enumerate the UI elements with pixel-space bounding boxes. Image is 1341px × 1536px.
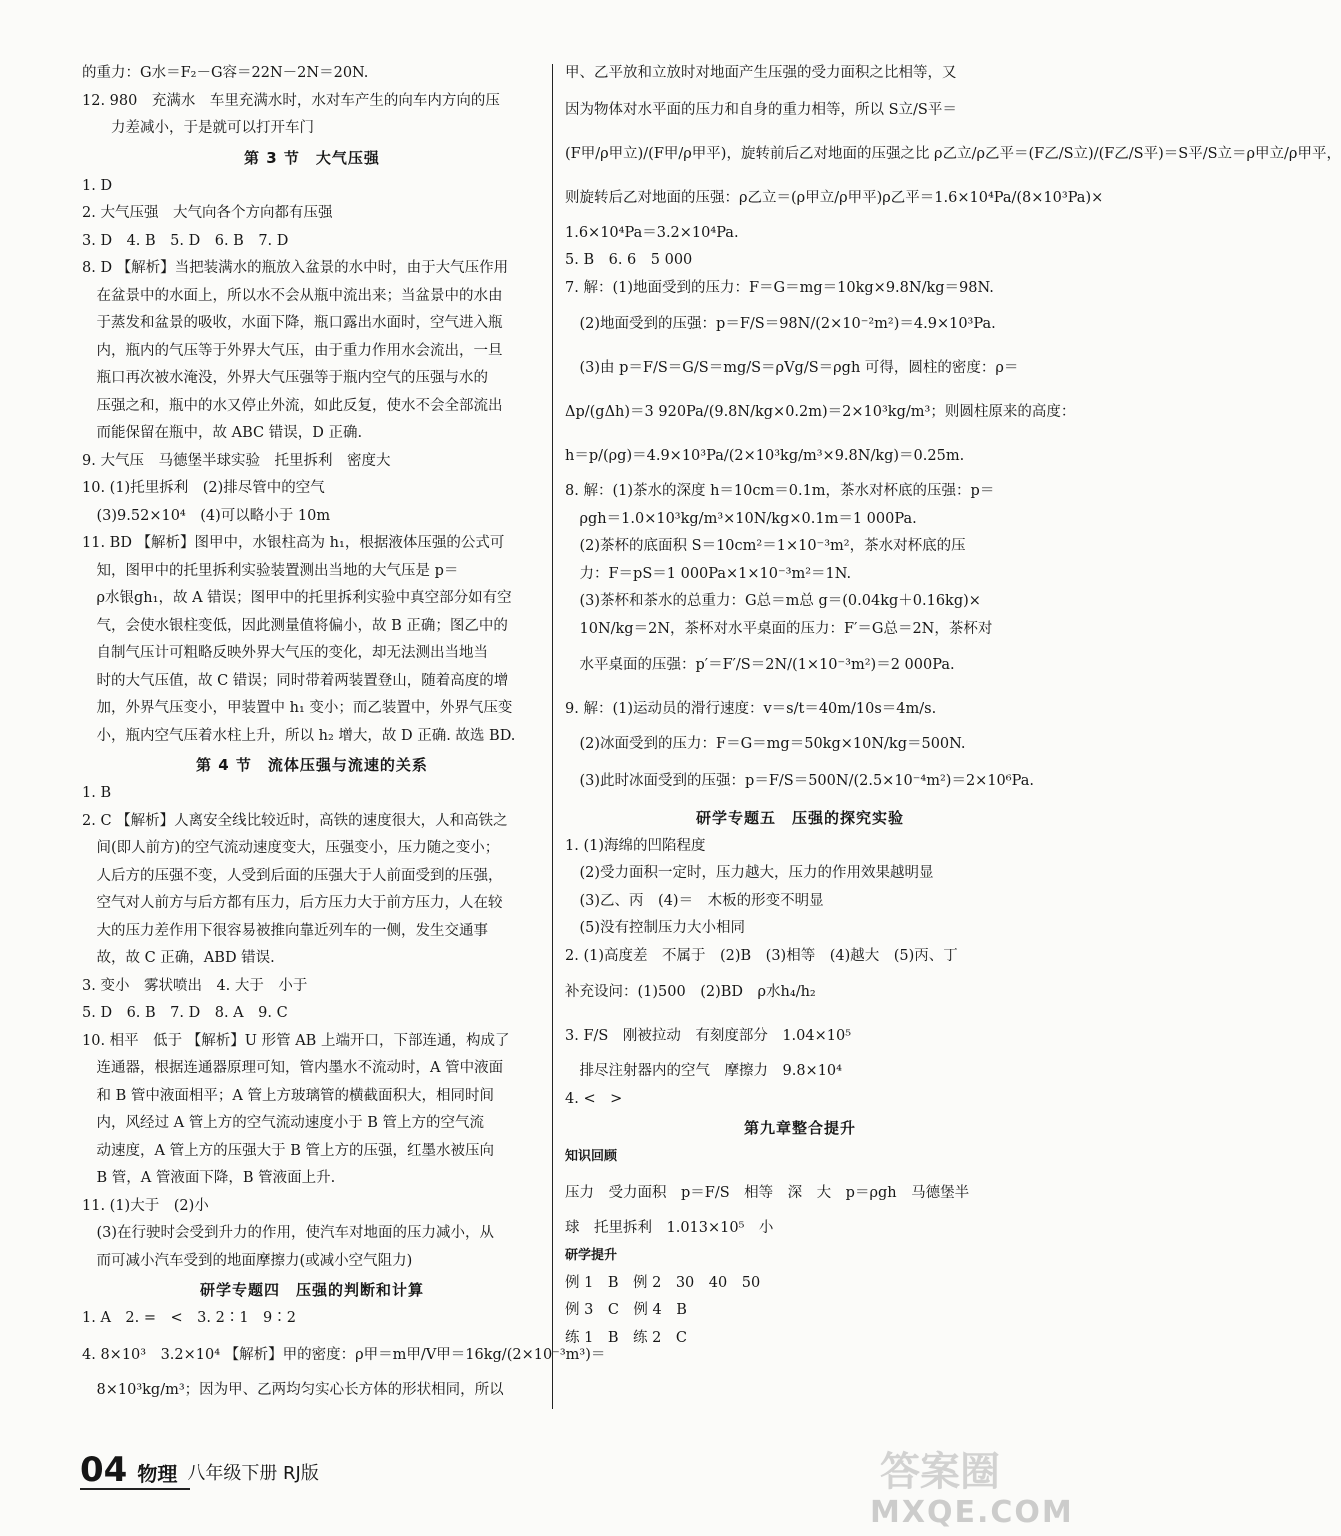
answer-line: 1. D	[82, 177, 113, 194]
section-heading: 第 4 节 流体压强与流速的关系	[196, 756, 428, 774]
answer-line: 3. D 4. B 5. D 6. B 7. D	[82, 232, 289, 249]
answer-line: 5. D 6. B 7. D 8. A 9. C	[82, 1005, 288, 1021]
answer-line: (3)此时冰面受到的压强：p＝F/S＝500N/(2.5×10⁻⁴m²)＝2×10⁶Pa.	[565, 772, 1034, 789]
answer-line: (2)受力面积一定时，压力越大，压力的作用效果越明显	[565, 865, 934, 881]
answer-line: 间(即人前方)的空气流动速度变大，压强变小，压力随之变小；	[82, 840, 500, 856]
page-number: 04	[80, 1450, 128, 1490]
answer-line: 1. B	[82, 785, 112, 801]
answer-line: 水平桌面的压强：p′＝F′/S＝2N/(1×10⁻³m²)＝2 000Pa.	[565, 657, 955, 673]
watermark-logo: 答案圈	[880, 1449, 1000, 1495]
answer-line: 9. 大气压 马德堡半球实验 托里拆利 密度大	[82, 452, 391, 469]
grade-label: 八年级下册 RJ版	[187, 1463, 319, 1484]
section-heading: 第 3 节 大气压强	[244, 148, 380, 167]
answer-line: 10. (1)托里拆利 (2)排尽管中的空气	[82, 480, 325, 496]
answer-line: 球 托里拆利 1.013×10⁵ 小	[565, 1219, 774, 1236]
answer-line: 内，风经过 A 管上方的空气流动速度小于 B 管上方的空气流	[82, 1115, 485, 1131]
answer-line: 甲、乙平放和立放时对地面产生压强的受力面积之比相等，又	[565, 65, 957, 81]
answer-line: 时的大气压值，故 C 错误；同时带着两装置登山，随着高度的增	[82, 672, 509, 689]
answer-line: 4. 8×10³ 3.2×10⁴ 【解析】甲的密度：ρ甲＝m甲/V甲＝16kg/(2×10⁻³m³)＝	[82, 1346, 606, 1363]
answer-line: (5)没有控制压力大小相同	[565, 920, 746, 936]
answer-line: ρ水银gh₁，故 A 错误；图甲中的托里拆利实验中真空部分如有空	[82, 590, 512, 606]
answer-line: 力：F＝pS＝1 000Pa×1×10⁻³m²＝1N.	[565, 565, 852, 582]
sub-heading: 知识回顾	[565, 1149, 618, 1164]
watermark-url: MXQE.COM	[870, 1495, 1074, 1530]
answer-line: 在盆景中的水面上，所以水不会从瓶中流出来；当盆景中的水由	[82, 287, 503, 304]
answer-line: 空气对人前方与后方都有压力，后方压力大于前方压力，人在较	[82, 895, 503, 911]
answer-line: (3)在行驶时会受到升力的作用，使汽车对地面的压力减小，从	[82, 1225, 495, 1241]
answer-line: 内，瓶内的气压等于外界大气压，由于重力作用水会流出，一旦	[82, 342, 503, 359]
answer-line: 8×10³kg/m³；因为甲、乙两均匀实心长方体的形状相同，所以	[82, 1381, 504, 1398]
watermark	[870, 1440, 1074, 1530]
answer-line: 小，瓶内空气压着水柱上升，所以 h₂ 增大，故 D 正确. 故选 BD.	[82, 727, 516, 744]
answer-line: 1. (1)海绵的凹陷程度	[565, 837, 706, 854]
answer-line: 8. D 【解析】当把装满水的瓶放入盆景的水中时，由于大气压作用	[82, 260, 509, 276]
answer-line: 1. A 2. = < 3. 2∶1 9∶2	[82, 1310, 297, 1326]
answer-line: 例 3 C 例 4 B	[565, 1302, 687, 1318]
answer-line: 补充设问：(1)500 (2)BD ρ水h₄/h₂	[565, 984, 816, 1000]
answer-line: (3)乙、丙 (4)＝ 木板的形变不明显	[565, 892, 824, 909]
answer-line: 排尽注射器内的空气 摩擦力 9.8×10⁴	[565, 1063, 842, 1079]
answer-line: 的重力：G水＝F₂－G容＝22N－2N＝20N.	[82, 65, 369, 81]
right-column	[565, 60, 1341, 1426]
sub-heading: 研学提升	[565, 1248, 618, 1263]
answer-line: 2. (1)高度差 不属于 (2)B (3)相等 (4)越大 (5)丙、丁	[565, 947, 958, 964]
section-heading: 第九章整合提升	[743, 1119, 856, 1137]
page-footer	[80, 1448, 319, 1488]
answer-line: 11. BD 【解析】图甲中，水银柱高为 h₁，根据液体压强的公式可	[82, 535, 505, 551]
answer-line: 气，会使水银柱变低，因此测量值将偏小，故 B 正确；图乙中的	[82, 617, 508, 634]
answer-line: 练 1 B 练 2 C	[565, 1329, 687, 1346]
answer-line: 而能保留在瓶中，故 ABC 错误，D 正确.	[82, 425, 363, 441]
answer-line: B 管，A 管液面下降，B 管液面上升.	[82, 1170, 336, 1186]
answer-line: 而可减小汽车受到的地面摩擦力(或减小空气阻力)	[82, 1252, 413, 1269]
answer-line: 7. 解：(1)地面受到的压力：F＝G＝mg＝10kg×9.8N/kg＝98N.	[565, 279, 994, 296]
answer-line: (3)茶杯和茶水的总重力：G总＝m总 g＝(0.04kg＋0.16kg)×	[565, 593, 981, 609]
answer-line: 和 B 管中液面相平；A 管上方玻璃管的横截面积大，相同时间	[82, 1087, 494, 1104]
answer-line: 2. 大气压强 大气向各个方向都有压强	[82, 205, 333, 221]
subject-label: 物理	[137, 1462, 178, 1486]
answer-line: Δp/(gΔh)＝3 920Pa/(9.8N/kg×0.2m)＝2×10³kg/m³；则圆柱原来的高度：	[565, 404, 1076, 420]
answer-line: 瓶口再次被水淹没，外界大气压强等于瓶内空气的压强与水的	[82, 370, 488, 386]
answer-line: 12. 980 充满水 车里充满水时，水对车产生的向车内方向的压	[82, 92, 500, 109]
answer-line: 知，图甲中的托里拆利实验装置测出当地的大气压是 p＝	[82, 562, 459, 579]
answer-line: 11. (1)大于 (2)小	[82, 1197, 209, 1214]
answer-line: h＝p/(ρg)＝4.9×10³Pa/(2×10³kg/m³×9.8N/kg)＝0.25m.	[565, 448, 965, 464]
answer-line: 力差减小，于是就可以打开车门	[82, 120, 314, 136]
answer-line: 则旋转后乙对地面的压强：ρ乙立＝(ρ甲立/ρ甲平)ρ乙平＝1.6×10⁴Pa/(8×10³Pa)×	[565, 189, 1104, 206]
footer-rule	[80, 1488, 190, 1490]
answer-line: 压力 受力面积 p＝F/S 相等 深 大 p＝ρgh 马德堡半	[565, 1184, 970, 1201]
answer-line: 大的压力差作用下很容易被推向靠近列车的一侧，发生交通事	[82, 922, 488, 939]
answer-line: 2. C 【解析】人离安全线比较近时，高铁的速度很大，人和高铁之	[82, 812, 508, 829]
answer-line: 人后方的压强不变，人受到后面的压强大于人前面受到的压强，	[82, 867, 503, 884]
answer-line: 9. 解：(1)运动员的滑行速度：v＝s/t＝40m/10s＝4m/s.	[565, 701, 937, 717]
answer-line: 压强之和，瓶中的水又停止外流，如此反复，使水不会全部流出	[82, 397, 503, 414]
answer-line: 自制气压计可粗略反映外界大气压的变化，却无法测出当地当	[82, 645, 488, 661]
answer-line: 8. 解：(1)茶水的深度 h＝10cm＝0.1m，茶水对杯底的压强：p＝	[565, 483, 995, 499]
section-heading: 研学专题四 压强的判断和计算	[199, 1281, 424, 1299]
answer-line: 5. B 6. 6 5 000	[565, 252, 693, 268]
answer-line: ρgh＝1.0×10³kg/m³×10N/kg×0.1m＝1 000Pa.	[565, 510, 917, 527]
answer-line: (2)地面受到的压强：p＝F/S＝98N/(2×10⁻²m²)＝4.9×10³Pa.	[565, 316, 996, 332]
answer-line: 加，外界气压变小，甲装置中 h₁ 变小；而乙装置中，外界气压变	[82, 700, 513, 716]
answer-line: 3. 变小 雾状喷出 4. 大于 小于	[82, 977, 308, 994]
column-divider	[552, 64, 553, 1409]
answer-line: 10. 相平 低于 【解析】U 形管 AB 上端开口，下部连通，构成了	[82, 1032, 510, 1049]
answer-line: (3)9.52×10⁴ (4)可以略小于 10m	[82, 507, 331, 524]
answer-line: 动速度，A 管上方的压强大于 B 管上方的压强，红墨水被压向	[82, 1142, 494, 1159]
answer-line: 因为物体对水平面的压力和自身的重力相等，所以 S立/S平＝	[565, 101, 957, 118]
answer-line: 10N/kg＝2N，茶杯对水平桌面的压力：F′＝G总＝2N，茶杯对	[565, 620, 993, 637]
answer-line: 3. F/S 刚被拉动 有刻度部分 1.04×10⁵	[565, 1028, 852, 1044]
answer-line: (3)由 p＝F/S＝G/S＝mg/S＝ρVg/S＝ρgh 可得，圆柱的密度：ρ＝	[565, 360, 1019, 376]
section-heading: 研学专题五 压强的探究实验	[695, 808, 904, 827]
answer-line: (2)茶杯的底面积 S＝10cm²＝1×10⁻³m²，茶水对杯底的压	[565, 538, 966, 554]
answer-line: 1.6×10⁴Pa＝3.2×10⁴Pa.	[565, 224, 739, 241]
answer-line: 例 1 B 例 2 30 40 50	[565, 1274, 761, 1291]
answer-line: (2)冰面受到的压力：F＝G＝mg＝50kg×10N/kg＝500N.	[565, 736, 966, 752]
answer-line: 连通器，根据连通器原理可知，管内墨水不流动时，A 管中液面	[82, 1060, 504, 1076]
answer-line: 故，故 C 正确，ABD 错误.	[82, 950, 275, 966]
answer-line: (F甲/ρ甲立)/(F甲/ρ甲平)，旋转前后乙对地面的压强之比 ρ乙立/ρ乙平＝(F乙/S立)/(F乙/S平)＝S平/S立＝ρ甲立/ρ甲平，	[565, 145, 1341, 162]
answer-line: 4. < >	[565, 1090, 623, 1107]
answer-line: 于蒸发和盆景的吸收，水面下降，瓶口露出水面时，空气进入瓶	[82, 315, 503, 331]
